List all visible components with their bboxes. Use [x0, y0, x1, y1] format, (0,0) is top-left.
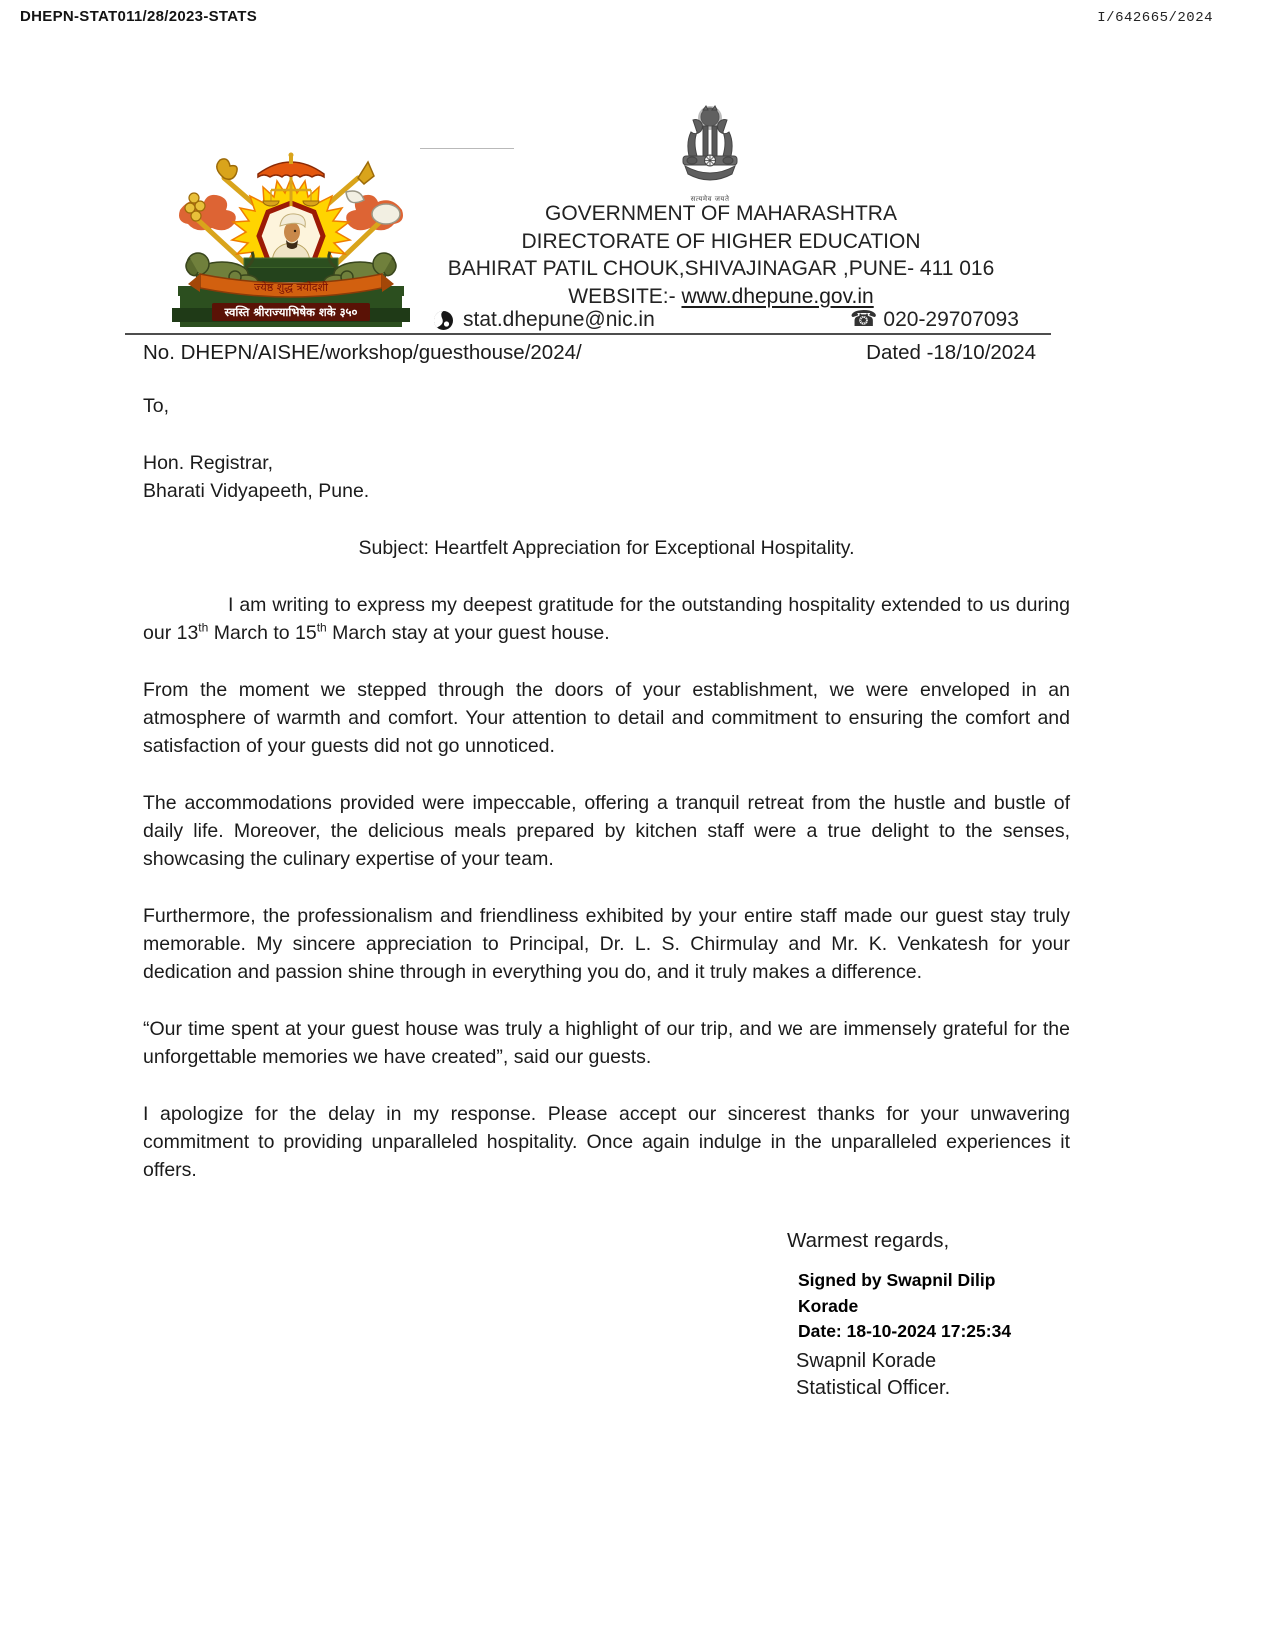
- contact-row: [335, 308, 1107, 334]
- ordinal-sup: th: [316, 620, 327, 635]
- signature-line: Korade: [798, 1295, 859, 1316]
- letterhead: [335, 200, 1107, 310]
- paragraph-1-text: I am writing to express my deepest gratitude for the outstanding hospitality extended to us during our 13: [143, 594, 1070, 644]
- recipient-line: Hon. Registrar,: [143, 452, 274, 474]
- paragraph-4: Furthermore, the professionalism and friendliness exhibited by your entire staff made our guest stay truly memorable. My sincere appreciation to Principal, Dr. L. S. Chirmulay and Mr. K. Venkatesh for your dedication and passion shine through in everything you do, and it truly makes a difference.: [143, 905, 1070, 983]
- paragraph-1-text: March stay at your guest house.: [326, 622, 610, 644]
- email-address: stat.dhepune@nic.in: [463, 308, 655, 331]
- rajmudra-base-text: स्वस्ति श्रीराज्याभिषेक शके ३५०: [224, 305, 358, 319]
- paragraph-3: The accommodations provided were impeccable, offering a tranquil retreat from the hustle and bustle of daily life. Moreover, the delicious meals prepared by kitchen staff were a true delight to the senses, showcasing the culinary expertise of your team.: [143, 792, 1070, 870]
- paragraph-1: [143, 591, 1070, 647]
- file-number-right: I/642665/2024: [1097, 10, 1213, 26]
- email-block: [433, 308, 655, 332]
- satyameva-jayate-caption: सत्यमेव जयते: [690, 195, 730, 203]
- ordinal-sup: th: [198, 620, 209, 635]
- closing-line: Warmest regards,: [787, 1229, 950, 1252]
- subject-line: Subject: Heartfelt Appreciation for Exceptional Hospitality.: [358, 537, 855, 559]
- phone-block: [850, 308, 1019, 332]
- ashoka-lions-icon: [675, 104, 745, 192]
- signature-line: Signed by Swapnil Dilip: [798, 1270, 996, 1290]
- paragraph-5: “Our time spent at your guest house was truly a highlight of our trip, and we are immensely grateful for the unforgettable memories we have created”, said our guests.: [143, 1018, 1070, 1068]
- file-number-left: DHEPN-STAT011/28/2023-STATS: [20, 8, 258, 25]
- national-emblem: [674, 104, 746, 204]
- reference-date: Dated -18/10/2024: [866, 341, 1036, 364]
- paragraph-2: From the moment we stepped through the doors of your establishment, we were enveloped in an atmosphere of warmth and comfort. Your attention to detail and commitment to ensuring the comfort and satisfaction of your guests did not go unnoticed.: [143, 679, 1070, 757]
- website-link[interactable]: www.dhepune.gov.in: [681, 284, 874, 308]
- letter-body: [143, 392, 1070, 1403]
- org-name: GOVERNMENT OF MAHARASHTRA: [545, 202, 897, 225]
- email-globe-icon: [433, 310, 454, 331]
- digital-signature-block: [798, 1268, 1070, 1345]
- phone-icon: ☎: [850, 307, 878, 332]
- reference-row: [143, 341, 1036, 365]
- salutation: To,: [143, 395, 170, 417]
- phone-number: 020-29707093: [883, 308, 1019, 331]
- website-label: WEBSITE:-: [568, 284, 682, 308]
- website-line: [335, 283, 1107, 311]
- org-address: BAHIRAT PATIL CHOUK,SHIVAJINAGAR ,PUNE- 411 016: [447, 257, 995, 280]
- signatory-title: Statistical Officer.: [796, 1377, 951, 1399]
- paragraph-1-text: March to 15: [208, 622, 317, 644]
- paragraph-6: I apologize for the delay in my response. Please accept our sincerest thanks for your unwavering commitment to providing unparalleled hospitality. Once again indulge in the unparalleled experiences it offers.: [143, 1103, 1070, 1181]
- directorate-name: DIRECTORATE OF HIGHER EDUCATION: [521, 229, 921, 253]
- scan-artifact-line: [420, 148, 514, 149]
- signature-line: Date: 18-10-2024 17:25:34: [798, 1321, 1012, 1341]
- recipient-block: [143, 449, 1070, 505]
- recipient-line: Bharati Vidyapeeth, Pune.: [143, 480, 370, 502]
- signatory-block: [796, 1348, 1070, 1403]
- rajmudra-ribbon-text: ज्येष्ठ शुद्ध त्रयोदशी: [254, 281, 328, 294]
- signatory-name: Swapnil Korade: [796, 1349, 937, 1372]
- reference-number: No. DHEPN/AISHE/workshop/guesthouse/2024/: [143, 341, 582, 364]
- header-divider: [125, 333, 1051, 335]
